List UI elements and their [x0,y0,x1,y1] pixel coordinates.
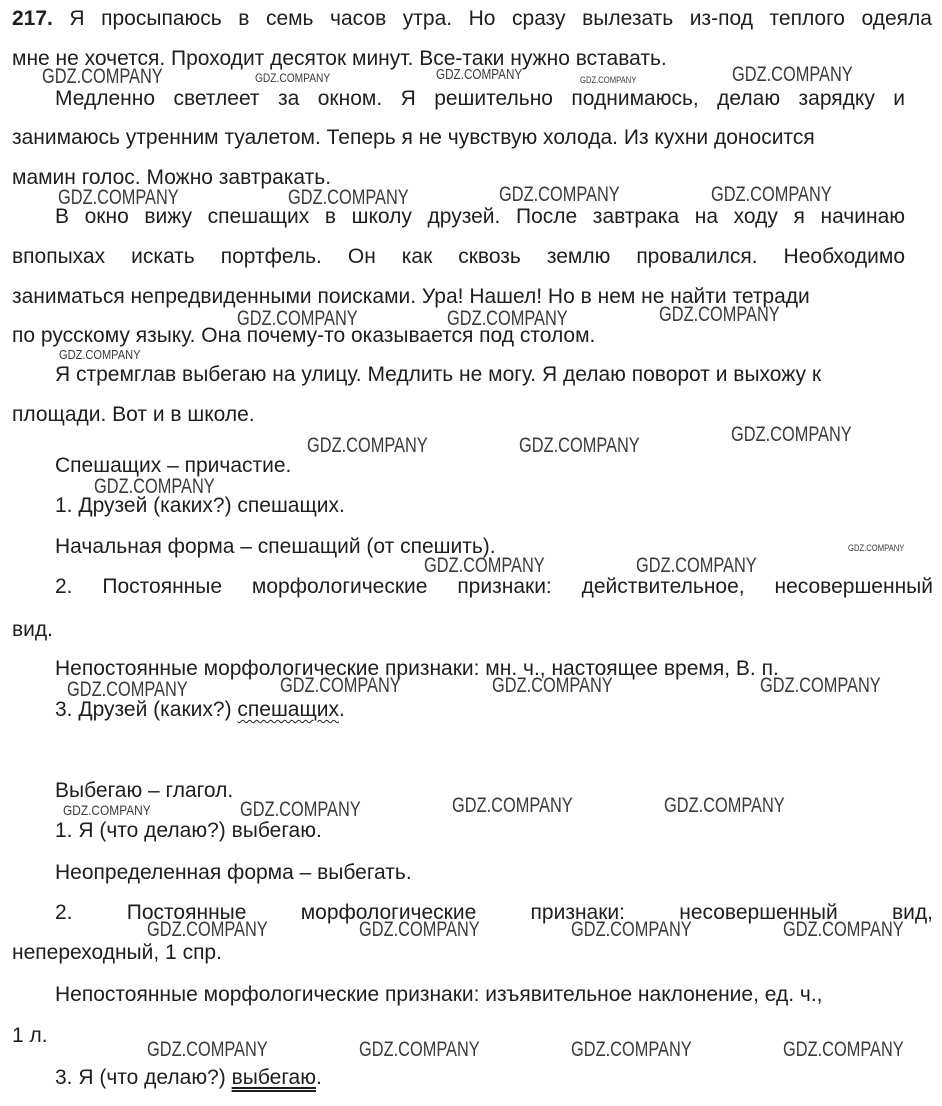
watermark: GDZ.COMPANY [711,183,832,206]
paragraph-3-line-3: заниматься непредвиденными поисками. Ура! Нашел! Но в нем не найти тетради [12,285,810,308]
watermark: GDZ.COMPANY [783,918,904,941]
watermark: GDZ.COMPANY [571,1038,692,1061]
watermark: GDZ.COMPANY [580,75,637,85]
watermark: GDZ.COMPANY [359,918,480,941]
watermark: GDZ.COMPANY [424,554,545,577]
watermark: GDZ.COMPANY [288,186,409,209]
analysis-2-non-constant-line-1: Непостоянные морфологические признаки: изъявительное наклонение, ед. ч., [55,983,823,1006]
paragraph-4-line-2: площади. Вот и в школе. [12,403,255,426]
analysis-1-item-2-line-2: вид. [12,618,53,641]
watermark: GDZ.COMPANY [94,475,215,498]
paragraph-2-line-3: мамин голос. Можно завтракать. [12,166,332,189]
analysis-1-heading: Спешащих – причастие. [55,454,292,477]
analysis-2-item-3: 3. Я (что делаю?) выбегаю. [55,1066,322,1089]
paragraph-2-line-1: Медленно светлеет за окном. Я решительно поднимаюсь, делаю зарядку и [55,87,905,110]
paragraph-3-line-1: В окно вижу спешащих в школу друзей. После завтрака на ходу я начинаю [55,205,905,228]
analysis-1-item-2-line-1: 2. Постоянные морфологические признаки: действительное, несовершенный [55,575,933,598]
watermark: GDZ.COMPANY [783,1038,904,1061]
paragraph-3-line-2: впопыхах искать портфель. Он как сквозь землю провалился. Необходимо [12,245,905,268]
watermark: GDZ.COMPANY [499,183,620,206]
watermark: GDZ.COMPANY [59,347,141,362]
watermark: GDZ.COMPANY [67,678,188,701]
watermark: GDZ.COMPANY [359,1038,480,1061]
watermark: GDZ.COMPANY [147,1038,268,1061]
watermark: GDZ.COMPANY [255,71,331,85]
watermark: GDZ.COMPANY [732,63,853,86]
watermark: GDZ.COMPANY [42,65,163,88]
watermark: GDZ.COMPANY [731,423,852,446]
analysis-2-infinitive: Неопределенная форма – выбегать. [55,861,412,884]
watermark: GDZ.COMPANY [848,543,905,553]
watermark: GDZ.COMPANY [664,794,785,817]
watermark: GDZ.COMPANY [519,434,640,457]
underlined-participle: спешащих [237,698,339,721]
analysis-2-item-1: 1. Я (что делаю?) выбегаю. [55,819,322,842]
paragraph-4-line-1: Я стремглав выбегаю на улицу. Медлить не могу. Я делаю поворот и выхожу к [55,363,822,386]
watermark: GDZ.COMPANY [636,554,757,577]
watermark: GDZ.COMPANY [436,66,523,83]
exercise-number: 217. [12,7,53,30]
watermark: GDZ.COMPANY [659,303,780,326]
paragraph-1-line-1: 217. Я просыпаюсь в семь часов утра. Но сразу вылезать из-под теплого одеяла [12,7,932,30]
watermark: GDZ.COMPANY [63,802,151,818]
analysis-2-item-2-line-2: непереходный, 1 спр. [12,941,222,964]
analysis-1-item-1: 1. Друзей (каких?) спешащих. [55,494,345,517]
watermark: GDZ.COMPANY [240,798,361,821]
watermark: GDZ.COMPANY [452,794,573,817]
watermark: GDZ.COMPANY [307,434,428,457]
paragraph-2-line-2: занимаюсь утренним туалетом. Теперь я не чувствую холода. Из кухни доносится [12,126,815,149]
paragraph-3-line-4: по русскому языку. Она почему-то оказывается под столом. [12,324,596,347]
analysis-2-non-constant-line-2: 1 л. [12,1024,48,1047]
analysis-1-initial-form: Начальная форма – спешащий (от спешить). [55,535,496,558]
watermark: GDZ.COMPANY [760,674,881,697]
underlined-predicate: выбегаю [231,1066,316,1089]
watermark: GDZ.COMPANY [492,674,613,697]
watermark: GDZ.COMPANY [58,186,179,209]
analysis-1-item-3: 3. Друзей (каких?) спешащих. [55,698,345,721]
watermark: GDZ.COMPANY [280,674,401,697]
watermark: GDZ.COMPANY [147,918,268,941]
analysis-1-non-constant: Непостоянные морфологические признаки: мн. ч., настоящее время, В. п. [55,657,779,680]
watermark: GDZ.COMPANY [571,918,692,941]
paragraph-1-line-2: мне не хочется. Проходит десяток минут. Все-таки нужно вставать. [12,47,667,70]
watermark: GDZ.COMPANY [447,307,568,330]
watermark: GDZ.COMPANY [237,307,358,330]
analysis-2-heading: Выбегаю – глагол. [55,779,234,802]
analysis-2-item-2-line-1: 2. Постоянные морфологические признаки: несовершенный вид, [55,901,933,924]
